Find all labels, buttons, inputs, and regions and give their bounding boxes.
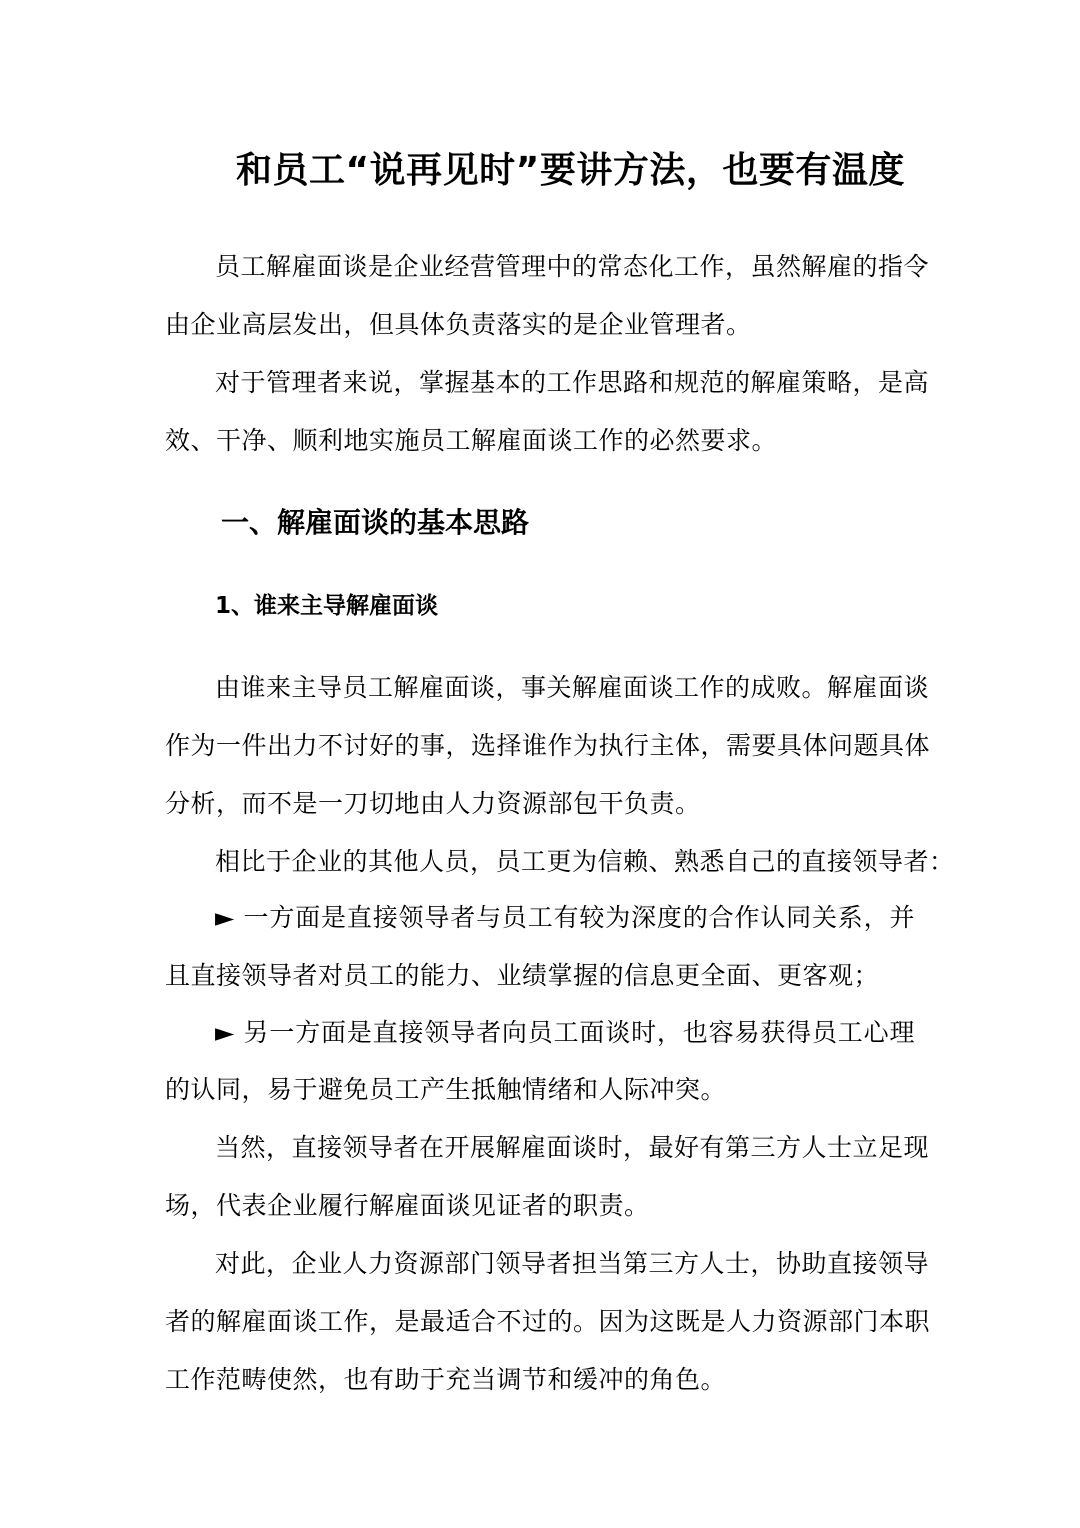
- intro-paragraph-2-line-2: 效、干净、顺利地实施员工解雇面谈工作的必然要求。: [165, 426, 778, 455]
- section-subheading: 1、谁来主导解雇面谈: [215, 593, 439, 619]
- paragraph-4-line-1: 对此，企业人力资源部门领导者担当第三方人士，协助直接领导: [215, 1249, 930, 1278]
- paragraph-4-line-2: 者的解雇面谈工作，是最适合不过的。因为这既是人力资源部门本职: [165, 1307, 931, 1336]
- document-title: 和员工“说再见时”要讲方法，也要有温度: [236, 150, 905, 191]
- intro-paragraph-1-line-1: 员工解雇面谈是企业经营管理中的常态化工作，虽然解雇的指令: [215, 252, 930, 281]
- paragraph-3-line-1: 当然，直接领导者在开展解雇面谈时，最好有第三方人士立足现: [215, 1133, 930, 1162]
- paragraph-2-line-1: 相比于企业的其他人员，员工更为信赖、熟悉自己的直接领导者：: [215, 847, 955, 876]
- paragraph-1-line-3: 分析，而不是一刀切地由人力资源部包干负责。: [165, 789, 701, 818]
- bullet-1-line-2: 且直接领导者对员工的能力、业绩掌握的信息更全面、更客观；: [165, 961, 880, 990]
- bullet-2-line-2: 的认同，易于避免员工产生抵触情绪和人际冲突。: [165, 1075, 727, 1104]
- bullet-1-line-1: ► 一方面是直接领导者与员工有较为深度的合作认同关系，并: [215, 903, 915, 932]
- paragraph-3-line-2: 场，代表企业履行解雇面谈见证者的职责。: [165, 1191, 650, 1220]
- section-heading: 一、解雇面谈的基本思路: [221, 506, 530, 539]
- paragraph-1-line-2: 作为一件出力不讨好的事，选择谁作为执行主体，需要具体问题具体: [165, 731, 931, 760]
- paragraph-4-line-3: 工作范畴使然，也有助于充当调节和缓冲的角色。: [165, 1365, 727, 1394]
- intro-paragraph-1-line-2: 由企业高层发出，但具体负责落实的是企业管理者。: [165, 310, 752, 339]
- paragraph-1-line-1: 由谁来主导员工解雇面谈，事关解雇面谈工作的成败。解雇面谈: [215, 673, 930, 702]
- bullet-2-line-1: ► 另一方面是直接领导者向员工面谈时，也容易获得员工心理: [215, 1018, 915, 1047]
- intro-paragraph-2-line-1: 对于管理者来说，掌握基本的工作思路和规范的解雇策略，是高: [215, 368, 930, 397]
